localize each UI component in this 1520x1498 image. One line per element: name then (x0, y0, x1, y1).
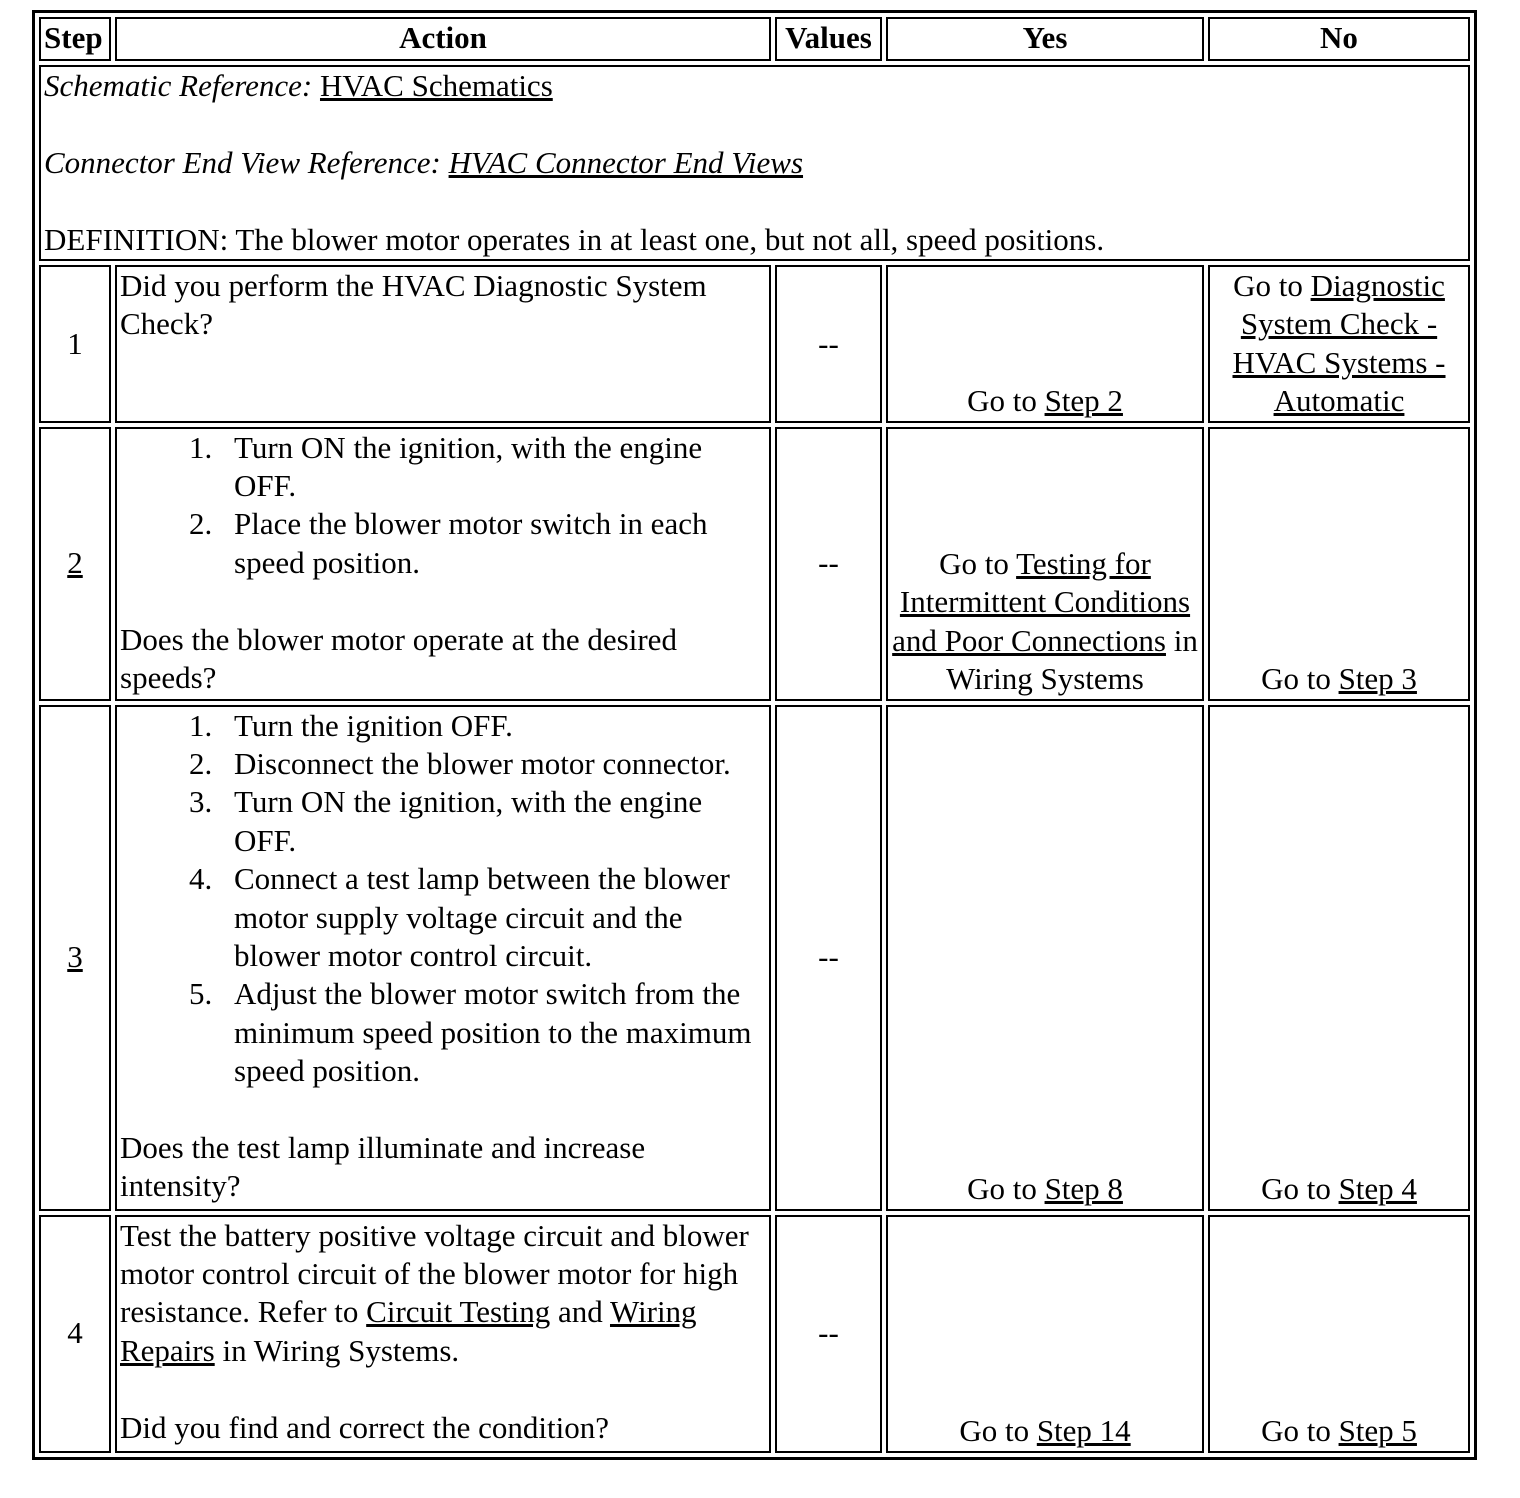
list-item: 3. Turn ON the ignition, with the engine OFF. (220, 783, 766, 860)
yes-cell (886, 1215, 1204, 1453)
definition-text: DEFINITION: The blower motor operates in at least one, but not all, speed positions. (44, 221, 1105, 257)
action-text-part: and (550, 1294, 610, 1330)
values-cell: -- (775, 427, 882, 701)
reference-cell (39, 65, 1470, 261)
table-row (39, 427, 1470, 701)
yes-prefix: Go to (959, 1413, 1037, 1449)
action-question: Does the blower motor operate at the desired speeds? (120, 621, 677, 696)
no-cell (1208, 1215, 1470, 1453)
yes-link[interactable]: Step 14 (1036, 1413, 1131, 1449)
action-question: Does the test lamp illuminate and increase intensity? (120, 1130, 646, 1204)
header-yes: Yes (886, 17, 1204, 61)
yes-prefix: Go to (939, 546, 1017, 581)
values-cell: -- (775, 265, 882, 423)
yes-prefix: Go to (967, 383, 1045, 419)
list-item: 2. Place the blower motor switch in each speed position. (220, 505, 766, 582)
list-item: 1. Turn ON the ignition, with the engine OFF. (220, 429, 766, 506)
yes-cell (886, 705, 1204, 1211)
header-step: Step (39, 17, 111, 61)
header-no: No (1208, 17, 1470, 61)
list-item: 4. Connect a test lamp between the blower motor supply voltage circuit and the blower motor control circuit. (220, 860, 766, 975)
action-cell: Did you perform the HVAC Diagnostic System Check? (115, 265, 771, 423)
table-row (39, 265, 1470, 423)
yes-link[interactable]: Step 8 (1044, 1171, 1123, 1207)
action-cell (115, 427, 771, 701)
action-question: Did you find and correct the condition? (120, 1409, 609, 1445)
no-cell (1208, 265, 1470, 423)
header-action: Action (115, 17, 771, 61)
list-item: 5. Adjust the blower motor switch from the minimum speed position to the maximum speed position. (220, 975, 766, 1090)
header-values: Values (775, 17, 882, 61)
yes-prefix: Go to (967, 1171, 1045, 1207)
no-link[interactable]: Step 5 (1338, 1413, 1417, 1449)
yes-link[interactable]: Testing for Intermittent Conditions and Poor Connections (892, 546, 1191, 658)
yes-link[interactable]: Step 2 (1044, 383, 1123, 419)
schematic-reference (44, 67, 1465, 105)
circuit-testing-link[interactable]: Circuit Testing (366, 1294, 551, 1330)
schematic-label: Schematic Reference: (44, 68, 313, 103)
action-text-part: in Wiring Systems. (214, 1332, 460, 1368)
no-prefix: Go to (1261, 1171, 1339, 1207)
hvac-schematics-link[interactable]: HVAC Schematics (319, 68, 553, 103)
no-link[interactable]: Diagnostic System Check - HVAC Systems - Automatic (1232, 268, 1446, 419)
no-link[interactable]: Step 3 (1338, 661, 1417, 697)
diagnostic-table (32, 10, 1477, 1460)
step-number-link[interactable]: 2 (67, 545, 83, 581)
table-row (39, 705, 1470, 1211)
no-cell (1208, 427, 1470, 701)
values-cell: -- (775, 1215, 882, 1453)
table-row (39, 1215, 1470, 1453)
header-row (39, 17, 1470, 61)
action-cell (115, 1215, 771, 1453)
no-cell (1208, 705, 1470, 1211)
connector-label: Connector End View Reference: (44, 144, 441, 180)
action-cell (115, 705, 771, 1211)
step-number: 1 (39, 265, 111, 423)
no-link[interactable]: Step 4 (1338, 1171, 1417, 1207)
step-number: 4 (39, 1215, 111, 1453)
action-text-part: Test the battery positive voltage circuit and blower motor control circuit of the blower motor for high resistance. Refer to (120, 1217, 749, 1330)
step-number-link[interactable]: 3 (67, 939, 83, 975)
step-number-cell (39, 705, 111, 1211)
yes-cell (886, 427, 1204, 701)
wiring-repairs-link[interactable]: Wiring Repairs (120, 1294, 697, 1368)
action-text (120, 1217, 766, 1371)
hvac-connector-end-views-link[interactable]: HVAC Connector End Views (448, 144, 804, 180)
yes-suffix: in Wiring Systems (946, 622, 1198, 697)
action-steps-list (120, 707, 766, 1091)
no-prefix: Go to (1233, 268, 1311, 303)
values-cell: -- (775, 705, 882, 1211)
yes-cell (886, 265, 1204, 423)
no-prefix: Go to (1261, 1413, 1339, 1449)
connector-reference (44, 144, 1465, 182)
action-steps-list (120, 429, 766, 583)
list-item: 2. Disconnect the blower motor connector. (220, 745, 766, 783)
reference-row (39, 65, 1470, 261)
list-item: 1. Turn the ignition OFF. (220, 707, 766, 745)
step-number-cell (39, 427, 111, 701)
no-prefix: Go to (1261, 661, 1339, 697)
